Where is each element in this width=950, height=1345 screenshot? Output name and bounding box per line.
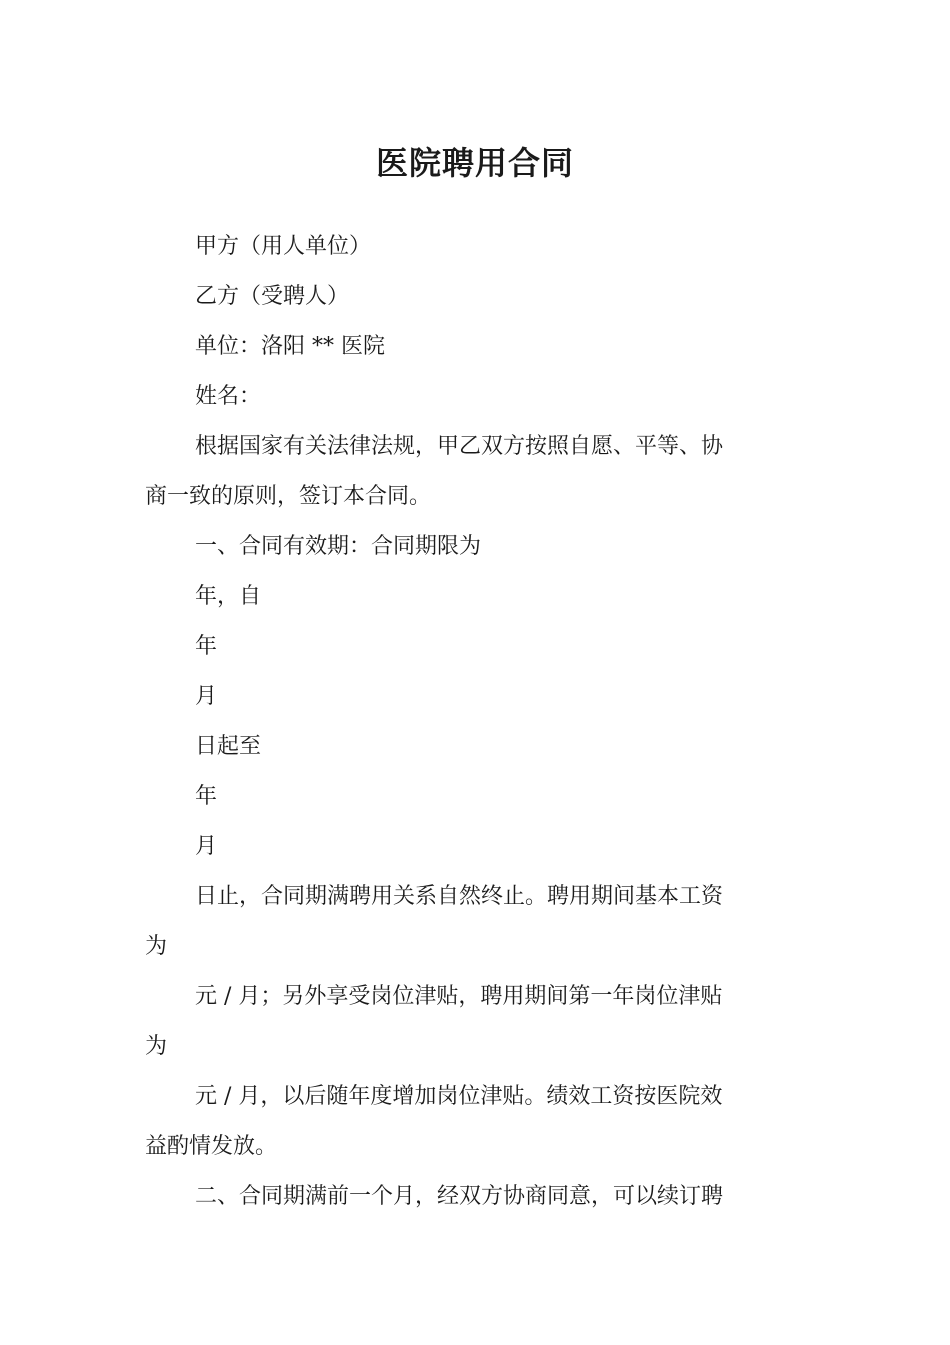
allowance-line: 元 / 月；另外享受岗位津贴，聘用期间第一年岗位津贴 <box>195 984 723 1009</box>
end-day-salary-line: 日止，合同期满聘用关系自然终止。聘用期间基本工资 <box>195 884 724 909</box>
preamble-line-1: 根据国家有关法律法规，甲乙双方按照自愿、平等、协 <box>195 434 724 459</box>
allowance-continuation-line: 为 <box>145 1034 168 1059</box>
performance-pay-continuation-line: 益酌情发放。 <box>145 1134 278 1159</box>
start-day-line: 日起至 <box>195 734 262 759</box>
term-years-line: 年，自 <box>195 584 262 609</box>
contract-body <box>145 222 745 1222</box>
start-month-line: 月 <box>195 684 218 709</box>
unit-line: 单位：洛阳 ** 医院 <box>195 334 385 359</box>
document-title: 医院聘用合同 <box>375 144 574 183</box>
party-a-line: 甲方（用人单位） <box>195 234 372 259</box>
end-month-line: 月 <box>195 834 218 859</box>
end-year-line: 年 <box>195 784 218 809</box>
performance-pay-line: 元 / 月，以后随年度增加岗位津贴。绩效工资按医院效 <box>195 1084 723 1109</box>
clause-1-line: 一、合同有效期：合同期限为 <box>195 534 482 559</box>
clause-2-line: 二、合同期满前一个月，经双方协商同意，可以续订聘 <box>195 1184 724 1209</box>
party-b-line: 乙方（受聘人） <box>195 284 350 309</box>
preamble-line-2: 商一致的原则，签订本合同。 <box>145 484 432 509</box>
salary-continuation-line: 为 <box>145 934 168 959</box>
name-line: 姓名： <box>195 384 262 409</box>
start-year-line: 年 <box>195 634 218 659</box>
